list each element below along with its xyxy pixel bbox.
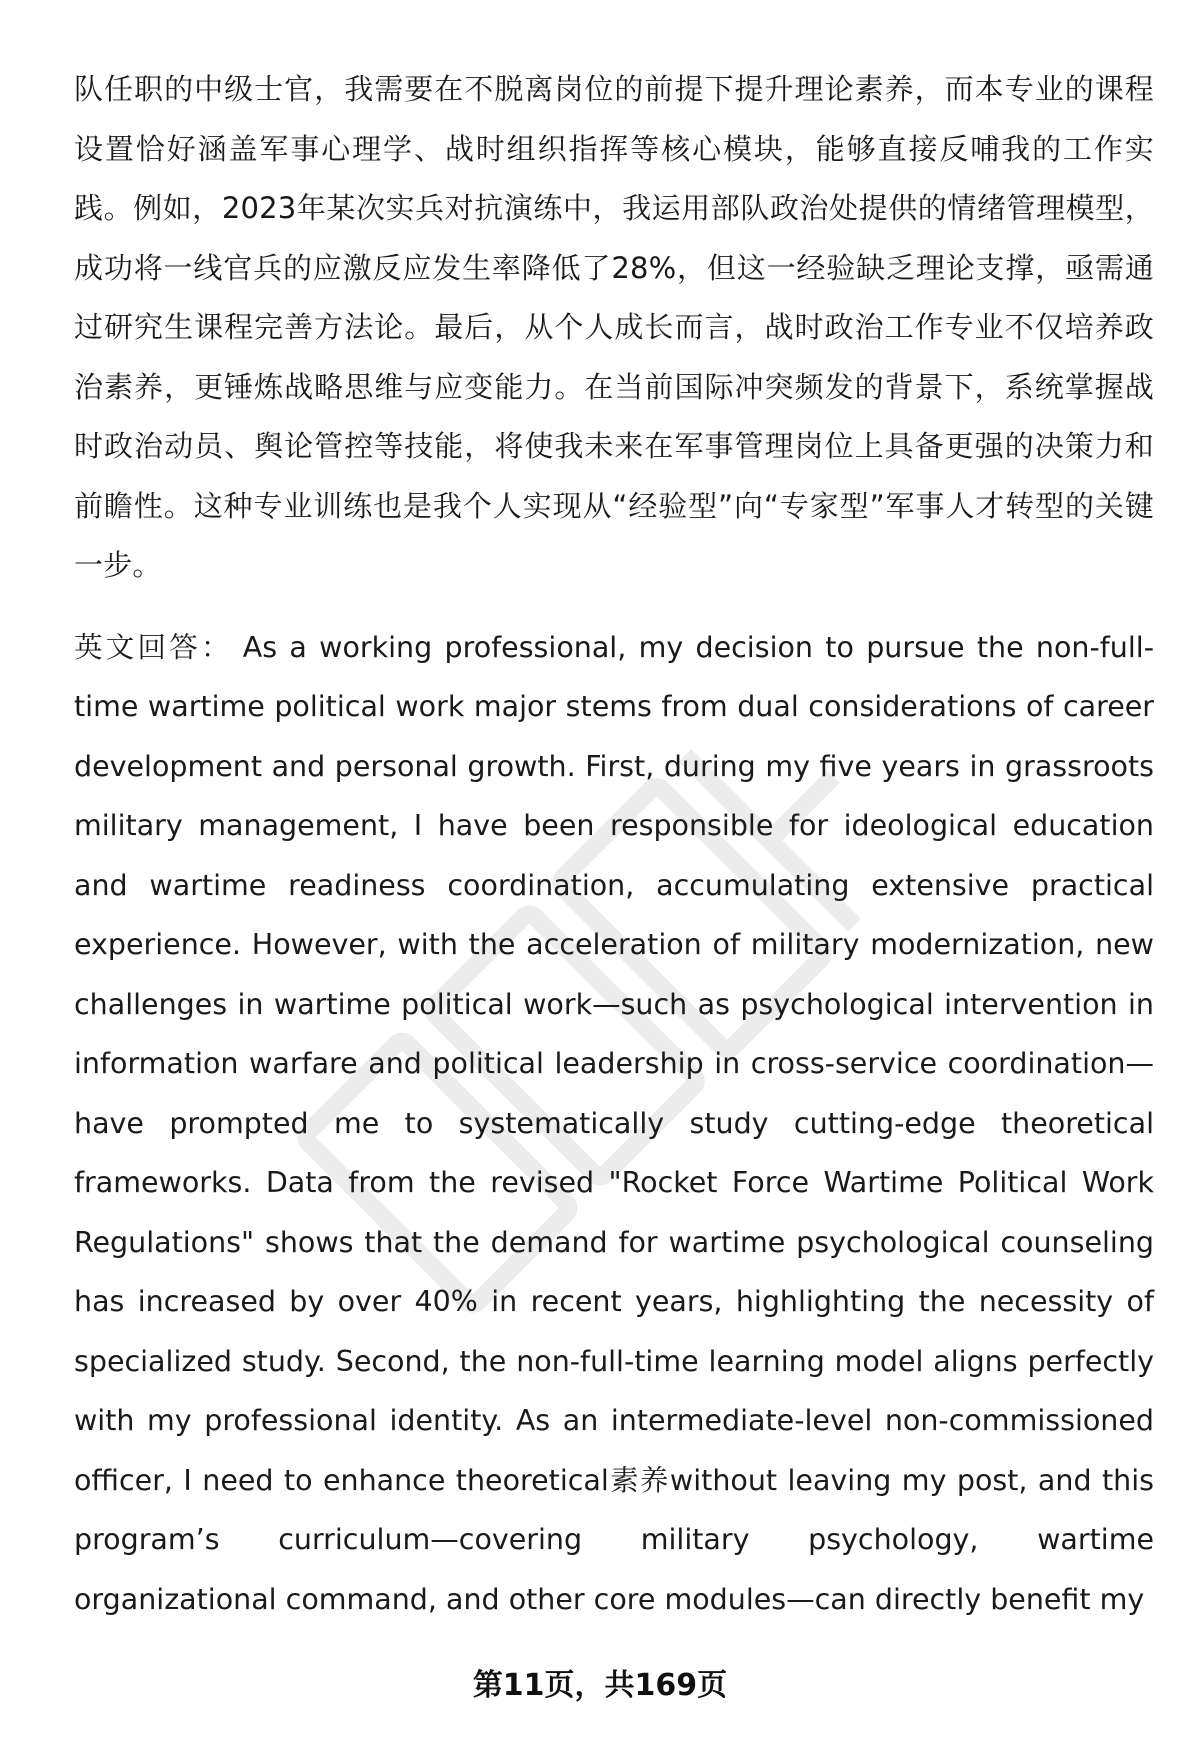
document-body [74,60,1154,1629]
page-number: 第11页，共169页 [472,1668,728,1703]
english-answer-text: As a working professional, my decision to pursue the non-full-time wartime political work major stems from dual considerations of career development and personal growth. First, during my five years in grassroots military management, I have been responsible for ideological education and wartime readiness coordination, accumulating extensive practical experience. However, with the acceleration of military modernization, new challenges in wartime political work—such as psychological intervention in information warfare and political leadership in cross-service coordination—have prompted me to systematically study cutting-edge theoretical frameworks. Data from the revised "Rocket Force Wartime Political Work Regulations" shows that the demand for wartime psychological counseling has increased by over 40% in recent years, highlighting the necessity of specialized study. Second, the non-full-time learning model aligns perfectly with my professional identity. As an intermediate-level non-commissioned officer, I need to enhance theoretical素养without leaving my post, and this program’s curriculum—covering military psychology, wartime organizational command, and other core modules—can directly benefit my [74,630,1154,1616]
english-answer-paragraph [74,618,1154,1630]
english-answer-label: 英文回答： [74,630,233,664]
chinese-answer-paragraph: 队任职的中级士官，我需要在不脱离岗位的前提下提升理论素养，而本专业的课程设置恰好涵盖军事心理学、战时组织指挥等核心模块，能够直接反哺我的工作实践。例如，2023年某次实兵对抗演练中，我运用部队政治处提供的情绪管理模型，成功将一线官兵的应激反应发生率降低了28%，但这一经验缺乏理论支撑，亟需通过研究生课程完善方法论。最后，从个人成长而言，战时政治工作专业不仅培养政治素养，更锤炼战略思维与应变能力。在当前国际冲突频发的背景下，系统掌握战时政治动员、舆论管控等技能，将使我未来在军事管理岗位上具备更强的决策力和前瞻性。这种专业训练也是我个人实现从“经验型”向“专家型”军事人才转型的关键一步。 [74,72,1154,582]
